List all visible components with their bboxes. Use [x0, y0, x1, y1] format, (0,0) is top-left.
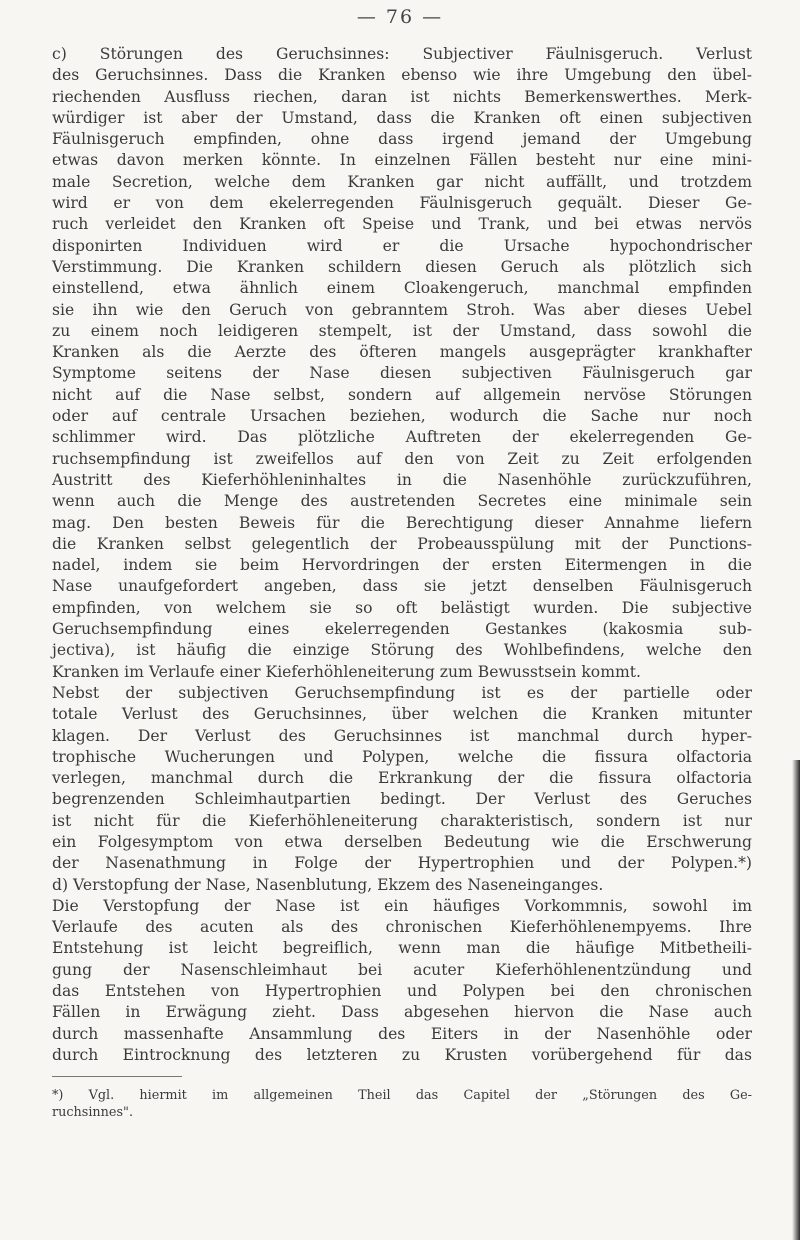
- text-line: zu einem noch leidigeren stempelt, ist der Umstand, dass sowohl die: [52, 321, 752, 340]
- text-line: empfinden, von welchem sie so oft belästigt wurden. Die subjective: [52, 598, 752, 617]
- text-line: begrenzenden Schleimhautpartien bedingt. Der Verlust des Geruches: [52, 790, 752, 809]
- page-edge-shadow: [792, 760, 800, 1240]
- text-line: nadel, indem sie beim Hervordringen der ersten Eitermengen in die: [52, 556, 752, 575]
- text-line: durch massenhafte Ansammlung des Eiters in der Nasenhöhle oder: [52, 1024, 752, 1043]
- text-line: mag. Den besten Beweis für die Berechtigung dieser Annahme liefern: [52, 513, 752, 532]
- text-line: verlegen, manchmal durch die Erkrankung der die fissura olfactoria: [52, 769, 752, 788]
- text-line: wenn auch die Menge des austretenden Secretes eine minimale sein: [52, 492, 752, 511]
- footnote: [52, 1087, 752, 1121]
- text-line: jectiva), ist häufig die einzige Störung des Wohlbefindens, welche den: [52, 641, 752, 660]
- text-line: das Entstehen von Hypertrophien und Polypen bei den chronischen: [52, 982, 752, 1001]
- text-line: trophische Wucherungen und Polypen, welche die fissura olfactoria: [52, 747, 752, 766]
- footnote-rule: [52, 1076, 182, 1077]
- text-line: Fäulnisgeruch empfinden, ohne dass irgend jemand der Umgebung: [52, 130, 752, 149]
- text-line: Kranken im Verlaufe einer Kieferhöhleneiterung zum Bewusstsein kommt.: [52, 662, 641, 681]
- text-line: Entstehung ist leicht begreiflich, wenn man die häufige Mitbetheili-: [52, 939, 752, 958]
- text-line: totale Verlust des Geruchsinnes, über welchen die Kranken mitunter: [52, 705, 752, 724]
- text-line: Die Verstopfung der Nase ist ein häufiges Vorkommnis, sowohl im: [52, 896, 752, 915]
- text-line: ein Folgesymptom von etwa derselben Bedeutung wie die Erschwerung: [52, 832, 752, 851]
- text-line: Verlaufe des acuten als des chronischen Kieferhöhlenempyems. Ihre: [52, 918, 752, 937]
- text-line: gung der Nasenschleimhaut bei acuter Kieferhöhlenentzündung und: [52, 960, 752, 979]
- text-line: die Kranken selbst gelegentlich der Probeausspülung mit der Punctions-: [52, 534, 752, 553]
- text-line: disponirten Individuen wird er die Ursache hypochondrischer: [52, 236, 752, 255]
- text-line: Nebst der subjectiven Geruchsempfindung ist es der partielle oder: [52, 683, 752, 702]
- text-line: des Geruchsinnes. Dass die Kranken ebenso wie ihre Umgebung den übel-: [52, 66, 752, 85]
- text-line: Fällen in Erwägung zieht. Dass abgesehen hiervon die Nase auch: [52, 1003, 752, 1022]
- text-line: einstellend, etwa ähnlich einem Cloakengeruch, manchmal empfinden: [52, 279, 752, 298]
- text-line: Austritt des Kieferhöhleninhaltes in die Nasenhöhle zurückzuführen,: [52, 470, 752, 489]
- text-line: klagen. Der Verlust des Geruchsinnes ist manchmal durch hyper-: [52, 726, 752, 745]
- text-line: wird er von dem ekelerregenden Fäulnisgeruch gequält. Dieser Ge-: [52, 194, 752, 213]
- text-line: d) Verstopfung der Nase, Nasenblutung, Ekzem des Naseneinganges.: [52, 875, 604, 894]
- text-line: durch Eintrocknung des letzteren zu Krusten vorübergehend für das: [52, 1045, 752, 1064]
- text-line: nicht auf die Nase selbst, sondern auf allgemein nervöse Störungen: [52, 385, 752, 404]
- text-line: ist nicht für die Kieferhöhleneiterung charakteristisch, sondern ist nur: [52, 811, 752, 830]
- text-line: oder auf centrale Ursachen beziehen, wodurch die Sache nur noch: [52, 407, 752, 426]
- text-line: der Nasenathmung in Folge der Hypertrophien und der Polypen.*): [52, 854, 752, 873]
- text-line: schlimmer wird. Das plötzliche Auftreten der ekelerregenden Ge-: [52, 428, 752, 447]
- text-line: Kranken als die Aerzte des öfteren mangels ausgeprägter krankhafter: [52, 343, 752, 362]
- body-text: [52, 44, 752, 1066]
- text-line: sie ihn wie den Geruch von gebranntem Stroh. Was aber dieses Uebel: [52, 300, 752, 319]
- text-line: riechenden Ausfluss riechen, daran ist nichts Bemerkenswerthes. Merk-: [52, 87, 752, 106]
- text-line: c) Störungen des Geruchsinnes: Subjectiver Fäulnisgeruch. Verlust: [52, 45, 752, 63]
- page-number: — 76 —: [356, 6, 444, 28]
- text-line: ruchsempfindung ist zweifellos auf den von Zeit zu Zeit erfolgenden: [52, 449, 752, 468]
- text-line: ruch verleidet den Kranken oft Speise und Trank, und bei etwas nervös: [52, 215, 752, 234]
- footnote-line: *) Vgl. hiermit im allgemeinen Theil das Capitel der „Störungen des Ge-: [52, 1088, 752, 1103]
- text-line: Verstimmung. Die Kranken schildern diesen Geruch als plötzlich sich: [52, 257, 752, 276]
- text-line: Nase unaufgefordert angeben, dass sie jetzt denselben Fäulnisgeruch: [52, 577, 752, 596]
- footnote-line: ruchsinnes".: [52, 1105, 134, 1120]
- text-line: etwas davon merken könnte. In einzelnen Fällen besteht nur eine mini-: [52, 151, 752, 170]
- text-line: würdiger ist aber der Umstand, dass die Kranken oft einen subjectiven: [52, 108, 752, 127]
- text-line: male Secretion, welche dem Kranken gar nicht auffällt, und trotzdem: [52, 172, 752, 191]
- text-line: Symptome seitens der Nase diesen subjectiven Fäulnisgeruch gar: [52, 364, 752, 383]
- text-line: Geruchsempfindung eines ekelerregenden Gestankes (kakosmia sub-: [52, 620, 752, 639]
